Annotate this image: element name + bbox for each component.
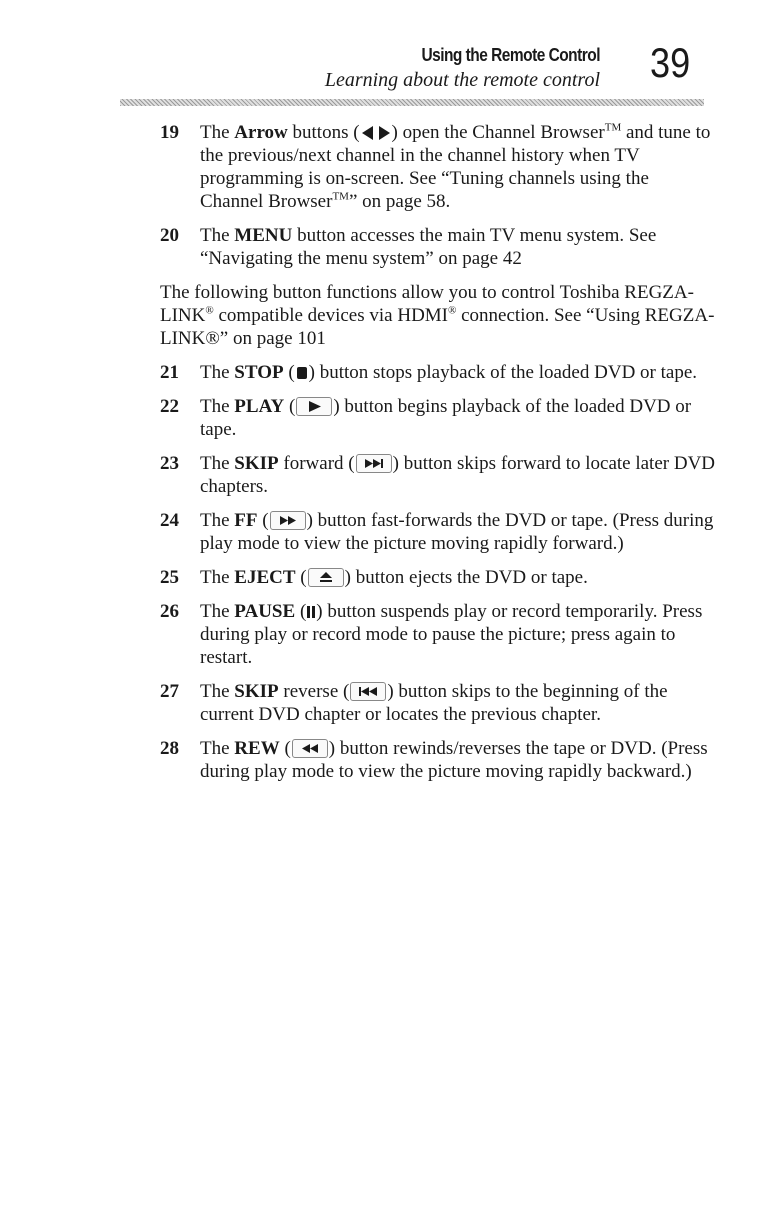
item-number: 25 xyxy=(160,567,179,588)
item-number: 28 xyxy=(160,738,179,759)
play-icon xyxy=(296,397,332,416)
item-number: 27 xyxy=(160,681,179,702)
list-item xyxy=(160,121,715,213)
list-item xyxy=(160,395,715,441)
item-number: 19 xyxy=(160,122,179,143)
list-item xyxy=(160,509,715,555)
item-number: 21 xyxy=(160,362,179,383)
list-item xyxy=(160,452,715,498)
chapter-title: Using the Remote Control xyxy=(421,45,600,65)
skip-forward-icon xyxy=(356,454,392,473)
list-item xyxy=(160,680,715,726)
running-header xyxy=(300,44,600,92)
item-number: 20 xyxy=(160,225,179,246)
item-text: The MENU button accesses the main TV menu system. See “Navigating the menu system” on page 42 xyxy=(200,225,657,269)
eject-icon xyxy=(308,568,344,587)
header-rule xyxy=(120,99,704,106)
item-text: The FF ( ) button fast-forwards the DVD or tape. (Press during play mode to view the picture moving rapidly forward.) xyxy=(200,510,714,554)
list-item xyxy=(160,224,715,270)
item-number: 22 xyxy=(160,396,179,417)
page-body xyxy=(160,121,715,794)
skip-reverse-icon xyxy=(350,682,386,701)
pause-icon xyxy=(306,604,316,620)
item-text: The SKIP reverse ( ) button skips to the beginning of the current DVD chapter or locates the previous chapter. xyxy=(200,681,668,725)
list-item xyxy=(160,600,715,669)
item-text: The SKIP forward ( ) button skips forward to locate later DVD chapters. xyxy=(200,453,716,497)
list-item xyxy=(160,361,715,384)
item-number: 24 xyxy=(160,510,179,531)
stop-icon xyxy=(295,365,309,381)
item-text: The Arrow buttons ( ) open the Channel Browser™ and tune to the previous/next channel in the channel history when TV programming is on-screen. See “Tuning channels using the Channel Browser™” on page 58. xyxy=(200,121,711,212)
intro-paragraph: The following button functions allow you to control Toshiba REGZA-LINK® compatible devices via HDMI® connection. See “Using REGZA-LINK®” on page 101 xyxy=(160,282,715,349)
item-text: The STOP ( ) button stops playback of the loaded DVD or tape. xyxy=(200,362,698,383)
item-number: 26 xyxy=(160,601,179,622)
section-title: Learning about the remote control xyxy=(324,69,600,91)
item-text: The PAUSE ( ) button suspends play or record temporarily. Press during play or record mode to pause the picture; press again to restart. xyxy=(200,601,703,668)
rewind-icon xyxy=(292,739,328,758)
item-text: The REW ( ) button rewinds/reverses the tape or DVD. (Press during play mode to view the picture moving rapidly backward.) xyxy=(200,738,708,782)
item-number: 23 xyxy=(160,453,179,474)
arrow-left-right-icon xyxy=(360,125,392,141)
page-number: 39 xyxy=(650,39,691,86)
fast-forward-icon xyxy=(270,511,306,530)
list-item xyxy=(160,737,715,783)
list-item xyxy=(160,566,715,589)
item-text: The EJECT ( ) button ejects the DVD or tape. xyxy=(200,567,588,588)
item-text: The PLAY ( ) button begins playback of the loaded DVD or tape. xyxy=(200,396,692,440)
